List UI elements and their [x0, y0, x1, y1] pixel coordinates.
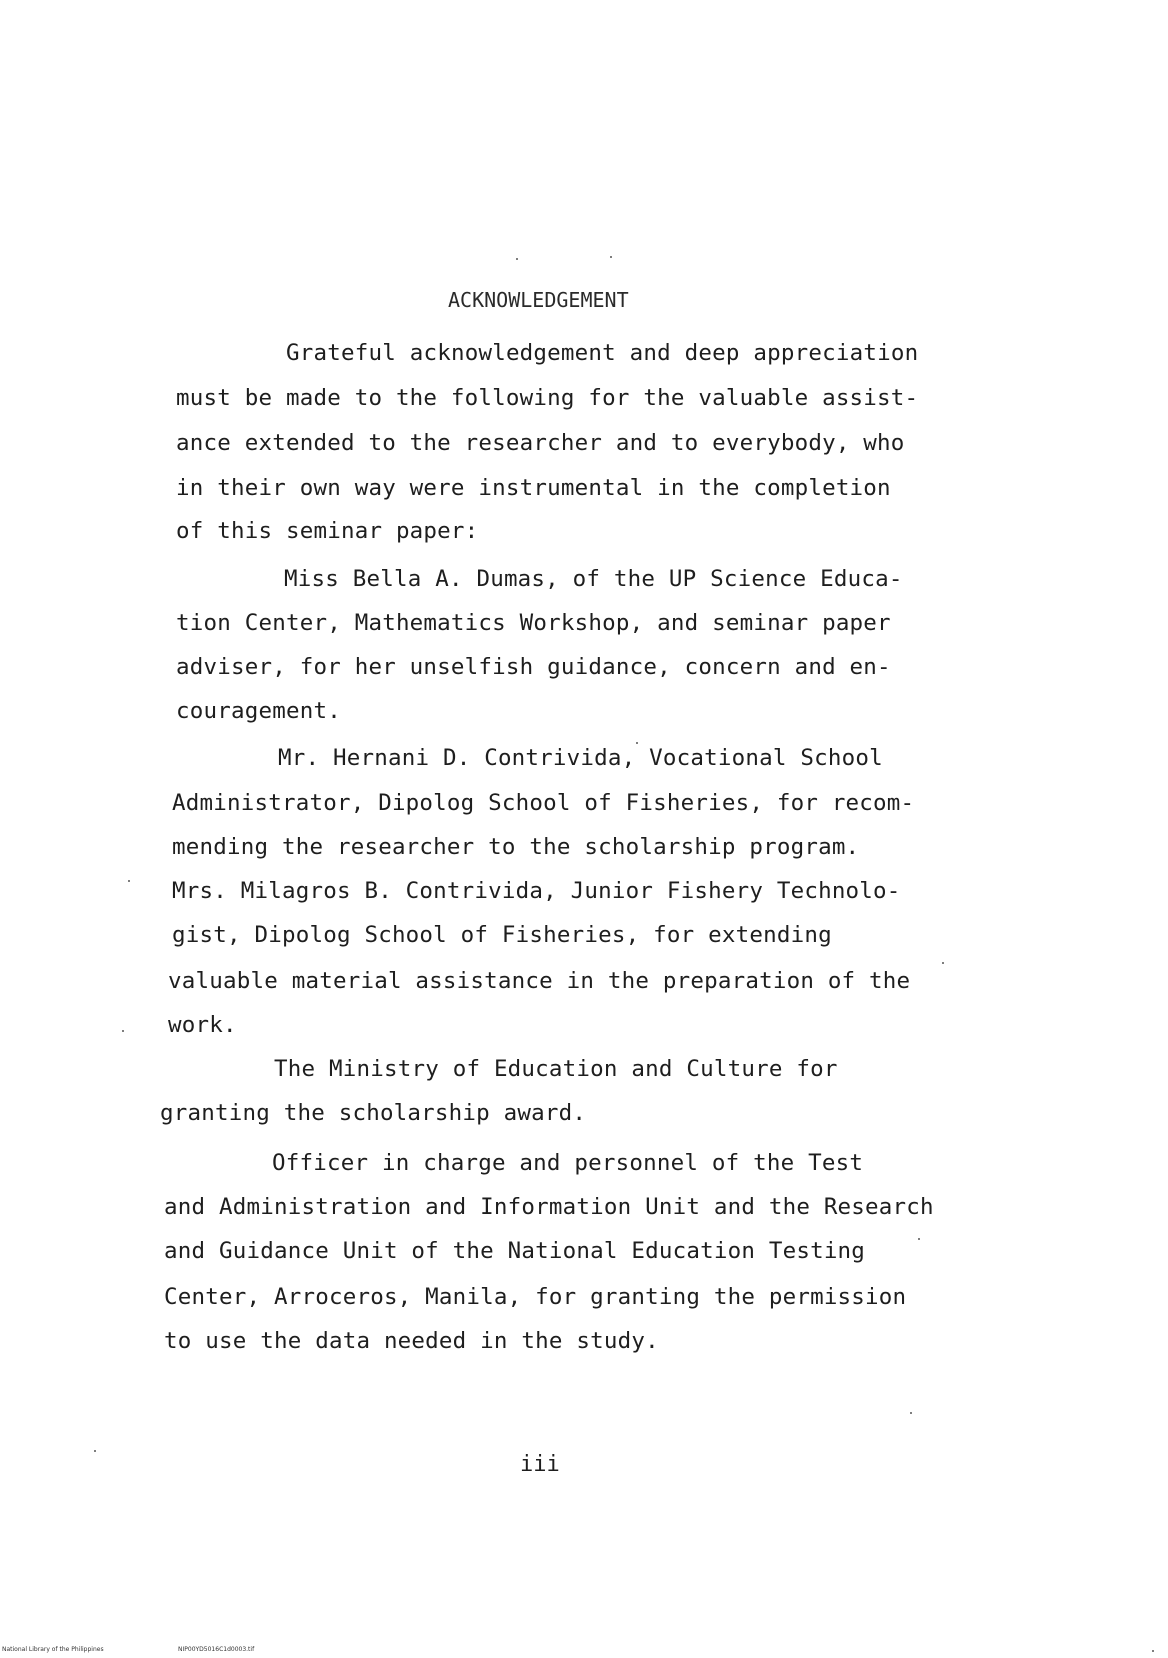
text-line: The Ministry of Education and Culture for — [274, 1056, 838, 1082]
text-line: Mrs. Milagros B. Contrivida, Junior Fishery Technolo- — [172, 878, 901, 904]
text-line: tion Center, Mathematics Workshop, and seminar paper — [176, 610, 891, 636]
scan-speck — [94, 1450, 96, 1452]
text-line: granting the scholarship award. — [160, 1100, 587, 1126]
text-line: Grateful acknowledgement and deep appreciation — [286, 340, 919, 366]
page-number: iii — [520, 1452, 560, 1477]
text-line: and Guidance Unit of the National Education Testing — [164, 1238, 866, 1264]
text-line: Center, Arroceros, Manila, for granting the permission — [164, 1284, 907, 1310]
text-line: valuable material assistance in the preparation of the — [168, 968, 911, 994]
scan-speck — [1152, 1650, 1154, 1652]
scan-speck — [610, 256, 612, 258]
scan-speck — [918, 1238, 920, 1240]
text-line: in their own way were instrumental in the completion — [176, 475, 891, 501]
footer-library: National Library of the Philippines — [2, 1646, 104, 1653]
text-line: couragement. — [176, 698, 341, 724]
text-line: gist, Dipolog School of Fisheries, for extending — [172, 922, 832, 948]
text-line: work. — [168, 1012, 237, 1038]
text-line: of this seminar paper: — [176, 518, 479, 544]
text-line: adviser, for her unselfish guidance, concern and en- — [176, 654, 891, 680]
text-line: Administrator, Dipolog School of Fisheries, for recom- — [172, 790, 915, 816]
text-line: Officer in charge and personnel of the Test — [272, 1150, 864, 1176]
scan-speck — [128, 880, 130, 882]
text-line: mending the researcher to the scholarship program. — [172, 834, 860, 860]
scan-speck — [516, 258, 518, 260]
text-line: Mr. Hernani D. Contrivida, Vocational School — [278, 745, 883, 771]
text-line: must be made to the following for the valuable assist- — [176, 385, 919, 411]
footer-file: NIP00YD5016C1d0003.tif — [178, 1646, 255, 1653]
scan-footer — [2, 1646, 255, 1653]
text-line: Miss Bella A. Dumas, of the UP Science Educa- — [284, 566, 903, 592]
text-line: to use the data needed in the study. — [164, 1328, 659, 1354]
scan-speck — [942, 962, 944, 964]
document-title: ACKNOWLEDGEMENT — [448, 288, 629, 312]
text-line: ance extended to the researcher and to everybody, who — [176, 430, 905, 456]
scan-speck — [910, 1412, 912, 1414]
text-line: and Administration and Information Unit and the Research — [164, 1194, 934, 1220]
scan-speck — [636, 742, 638, 744]
scan-speck — [122, 1030, 124, 1032]
